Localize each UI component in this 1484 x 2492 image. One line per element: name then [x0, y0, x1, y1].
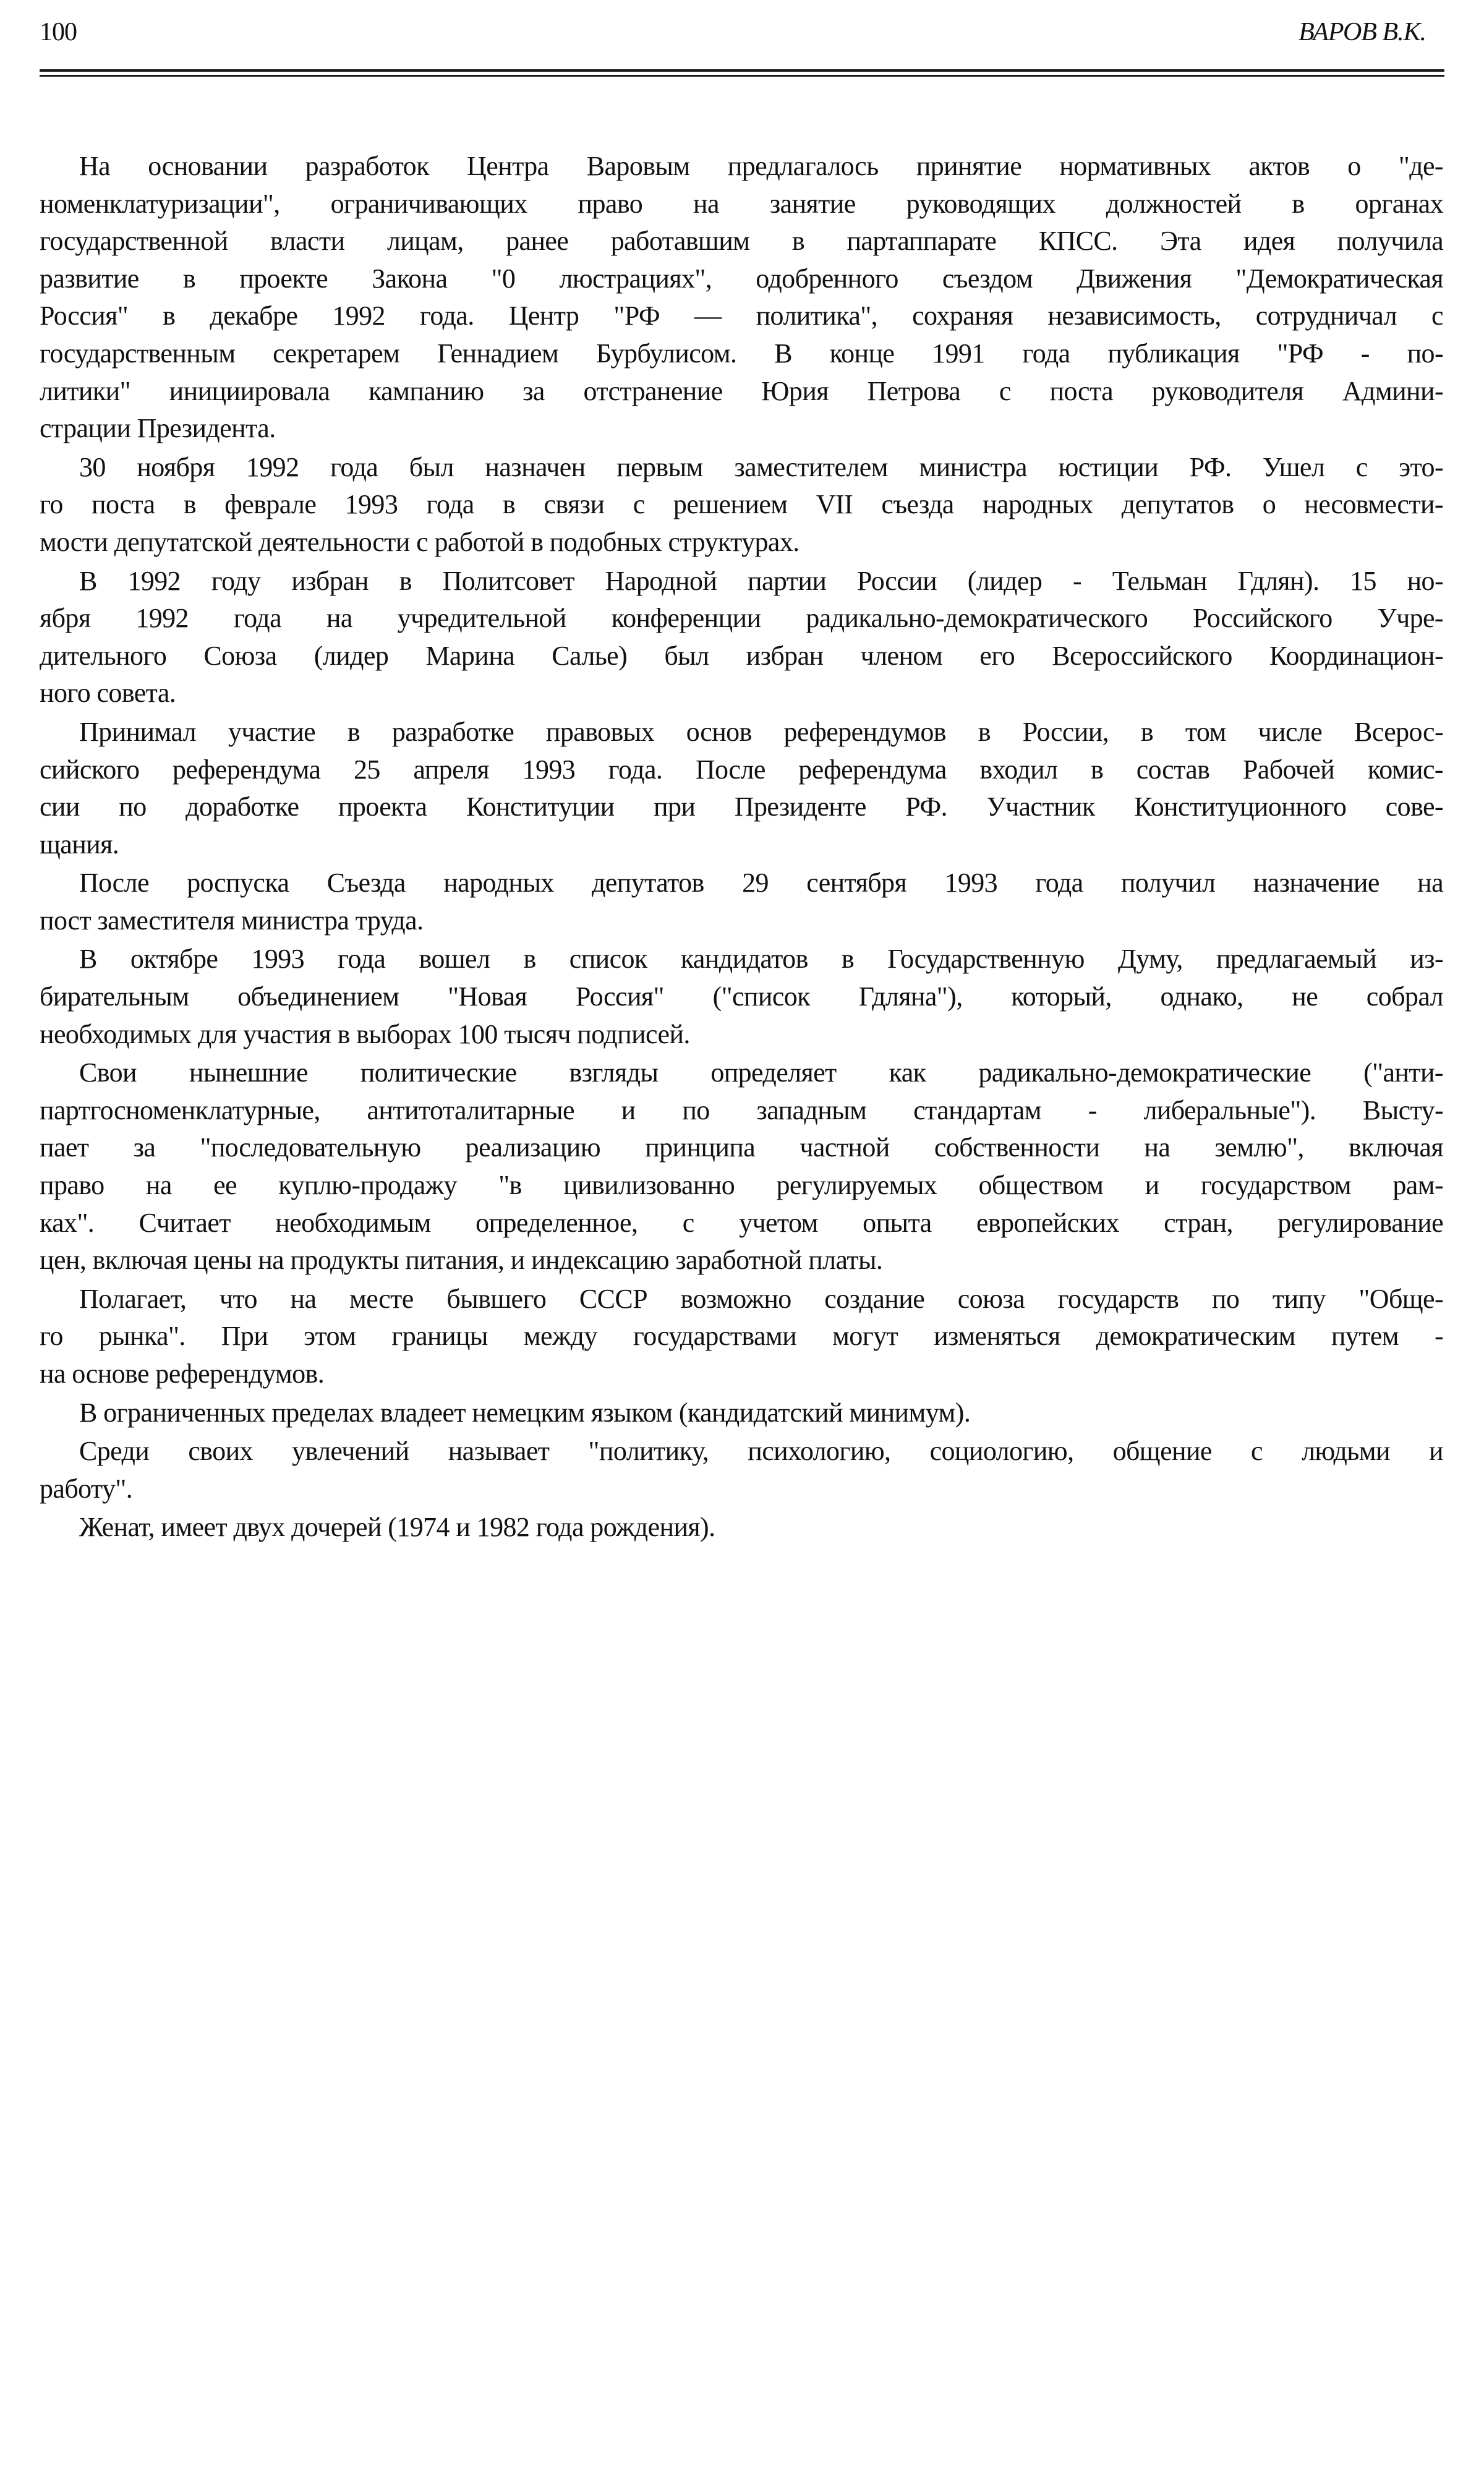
- text-line: щания.: [40, 829, 119, 860]
- paragraph: [40, 1054, 1443, 1279]
- paragraph: [40, 1433, 1443, 1508]
- text-line: ября 1992 года на учредительной конференции радикально-демократического Российского Учре-: [40, 603, 1443, 634]
- paragraph: [40, 1509, 1443, 1547]
- text-line: ного совета.: [40, 678, 176, 709]
- paragraph: [40, 714, 1443, 863]
- text-line: работу".: [40, 1473, 133, 1504]
- text-line: государственным секретарем Геннадием Бурбулисом. В конце 1991 года публикация "РФ - по-: [40, 338, 1443, 369]
- text-line: сийского референдума 25 апреля 1993 года. После референдума входил в состав Рабочей комис-: [40, 754, 1443, 785]
- text-line: на основе референдумов.: [40, 1359, 325, 1389]
- text-line: право на ее куплю-продажу "в цивилизованно регулируемых обществом и государством рам-: [40, 1170, 1443, 1201]
- paragraph: [40, 563, 1443, 712]
- paragraph: [40, 1394, 1443, 1432]
- text-line: Принимал участие в разработке правовых основ референдумов в России, в том числе Всерос-: [79, 716, 1443, 747]
- header-rule-bottom: [40, 75, 1444, 77]
- text-line: На основании разработок Центра Варовым предлагалось принятие нормативных актов о "де-: [79, 151, 1443, 181]
- text-line: партгосноменклатурные, антитоталитарные и по западным стандартам - либеральные"). Высту-: [40, 1095, 1443, 1125]
- text-line: развитие в проекте Закона "0 люстрациях", одобренного съездом Движения "Демократическая: [40, 263, 1443, 294]
- text-line: Среди своих увлечений называет "политику, психологию, социологию, общение с людьми и: [79, 1436, 1443, 1467]
- text-line: Россия" в декабре 1992 года. Центр "РФ — политика", сохраняя независимость, сотрудничал с: [40, 301, 1443, 331]
- paragraph: [40, 864, 1443, 939]
- text-line: страции Президента.: [40, 413, 276, 444]
- header-rule-top: [40, 69, 1444, 72]
- text-line: номенклатуризации", ограничивающих право на занятие руководящих должностей в органах: [40, 188, 1443, 219]
- page-number: 100: [40, 18, 77, 46]
- running-title: ВАРОВ В.К.: [1298, 18, 1426, 46]
- text-line: сии по доработке проекта Конституции при Президенте РФ. Участник Конституционного сове-: [40, 792, 1443, 822]
- text-line: В октябре 1993 года вошел в список кандидатов в Государственную Думу, предлагаемый из-: [79, 944, 1443, 975]
- text-line: государственной власти лицам, ранее работавшим в партаппарате КПСС. Эта идея получила: [40, 226, 1443, 257]
- paragraph: [40, 1281, 1443, 1393]
- text-line: ках". Считает необходимым определенное, с учетом опыта европейских стран, регулирование: [40, 1207, 1443, 1238]
- text-line: цен, включая цены на продукты питания, и индексацию заработной платы.: [40, 1245, 883, 1276]
- text-line: пост заместителя министра труда.: [40, 905, 424, 936]
- text-line: В ограниченных пределах владеет немецким языком (кандидатский минимум).: [79, 1397, 971, 1428]
- text-line: Полагает, что на месте бывшего СССР возможно создание союза государств по типу "Обще-: [79, 1283, 1443, 1314]
- body-text: [40, 148, 1443, 1548]
- paragraph: [40, 449, 1443, 561]
- text-line: го поста в феврале 1993 года в связи с решением VII съезда народных депутатов о несовмести-: [40, 489, 1443, 520]
- text-line: После роспуска Съезда народных депутатов 29 сентября 1993 года получил назначение на: [79, 868, 1443, 898]
- text-line: Женат, имеет двух дочерей (1974 и 1982 года рождения).: [79, 1512, 715, 1543]
- text-line: Свои нынешние политические взгляды определяет как радикально-демократические ("анти-: [79, 1057, 1443, 1088]
- page-header: [40, 17, 1444, 54]
- paragraph: [40, 941, 1443, 1053]
- text-line: необходимых для участия в выборах 100 тысяч подписей.: [40, 1018, 690, 1049]
- text-line: дительного Союза (лидер Марина Салье) был избран членом его Всероссийского Координацион-: [40, 640, 1443, 671]
- text-line: 30 ноября 1992 года был назначен первым заместителем министра юстиции РФ. Ушел с это-: [79, 451, 1443, 482]
- text-line: литики" инициировала кампанию за отстранение Юрия Петрова с поста руководителя Админи-: [40, 375, 1443, 406]
- text-line: бирательным объединением "Новая Россия" ("список Гдляна"), который, однако, не собрал: [40, 981, 1443, 1012]
- text-line: В 1992 году избран в Политсовет Народной партии России (лидер - Тельман Гдлян). 15 но-: [79, 565, 1443, 596]
- paragraph: [40, 148, 1443, 448]
- text-line: мости депутатской деятельности с работой в подобных структурах.: [40, 526, 800, 557]
- text-line: пает за "последовательную реализацию принципа частной собственности на землю", включая: [40, 1132, 1443, 1163]
- text-line: го рынка". При этом границы между государствами могут изменяться демократическим путем -: [40, 1321, 1443, 1352]
